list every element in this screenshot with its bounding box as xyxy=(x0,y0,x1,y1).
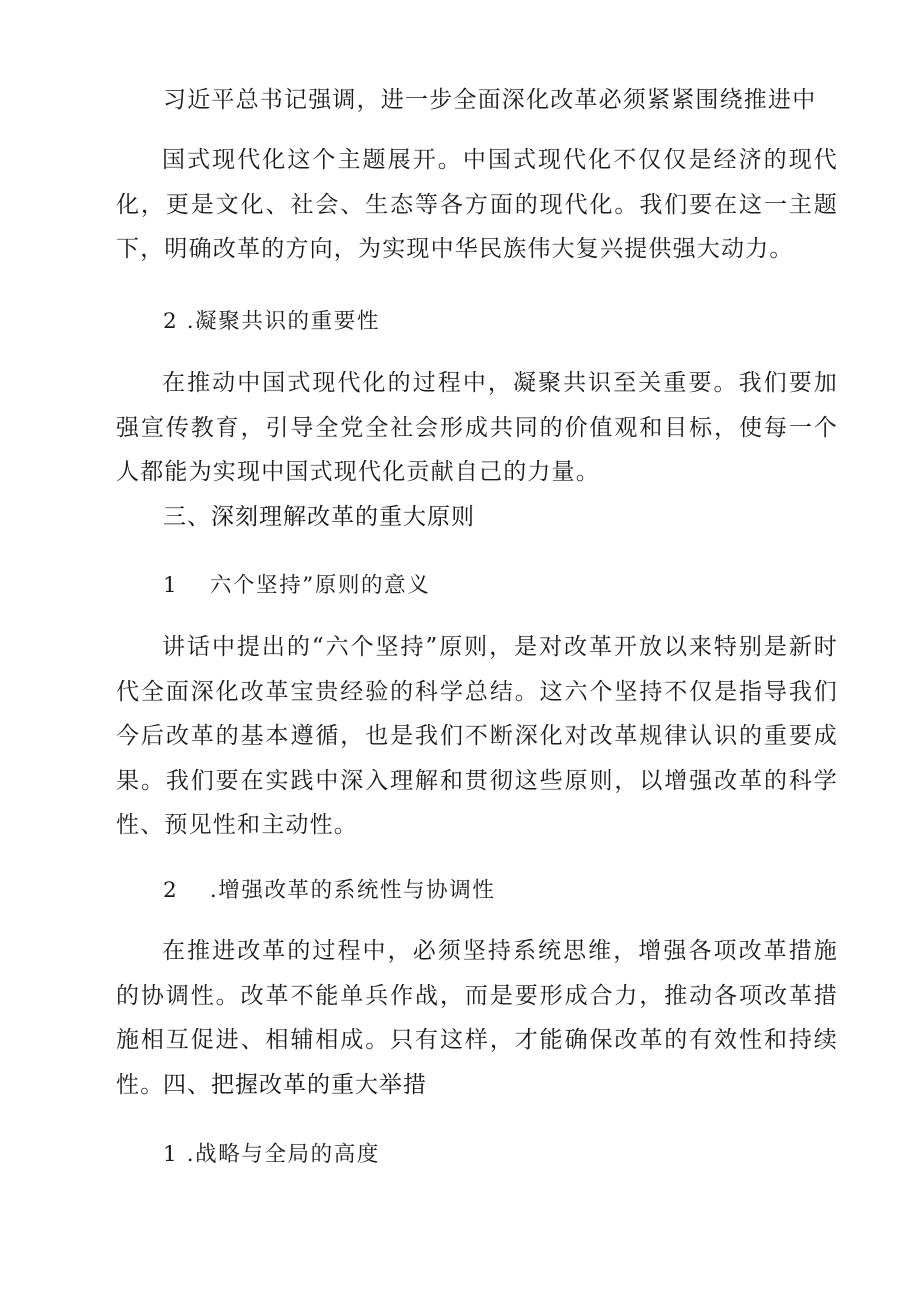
subheading-systematic-reform: 2 .增强改革的系统性与协调性 xyxy=(163,878,496,903)
paragraph-opening-line: 习近平总书记强调，进一步全面深化改革必须紧紧围绕推进中 xyxy=(163,87,817,113)
subheading-six-principles: 1 六个坚持”原则的意义 xyxy=(163,573,431,598)
subheading-strategic-height: 1 .战略与全局的高度 xyxy=(163,1142,380,1167)
paragraph-systematic-reform: 在推进改革的过程中，必须坚持系统思维，增强各项改革措施的协调性。改革不能单兵作战，而是要形成合力，推动各项改革措施相互促进、相辅相成。只有这样，才能确保改革的有效性和持续性。 xyxy=(116,938,838,1098)
section-heading-four: 四、把握改革的重大举措 xyxy=(163,1072,427,1098)
section-heading-three: 三、深刻理解改革的重大原则 xyxy=(163,504,475,530)
subheading-consensus-importance: 2 .凝聚共识的重要性 xyxy=(163,309,380,334)
paragraph-building-consensus: 在推动中国式现代化的过程中，凝聚共识至关重要。我们要加强宣传教育，引导全党全社会形成共同的价值观和目标，使每一个人都能为实现中国式现代化贡献自己的力量。 xyxy=(116,370,838,485)
paragraph-six-principles: 讲话中提出的“六个坚持”原则，是对改革开放以来特别是新时代全面深化改革宝贵经验的科学总结。这六个坚持不仅是指导我们今后改革的基本遵循，也是我们不断深化对改革规律认识的重要成果。我们要在实践中深入理解和贯彻这些原则，以增强改革的科学性、预见性和主动性。 xyxy=(116,634,838,838)
paragraph-modernization-theme: 国式现代化这个主题展开。中国式现代化不仅仅是经济的现代化，更是文化、社会、生态等各方面的现代化。我们要在这一主题下，明确改革的方向，为实现中华民族伟大复兴提供强大动力。 xyxy=(116,147,838,262)
